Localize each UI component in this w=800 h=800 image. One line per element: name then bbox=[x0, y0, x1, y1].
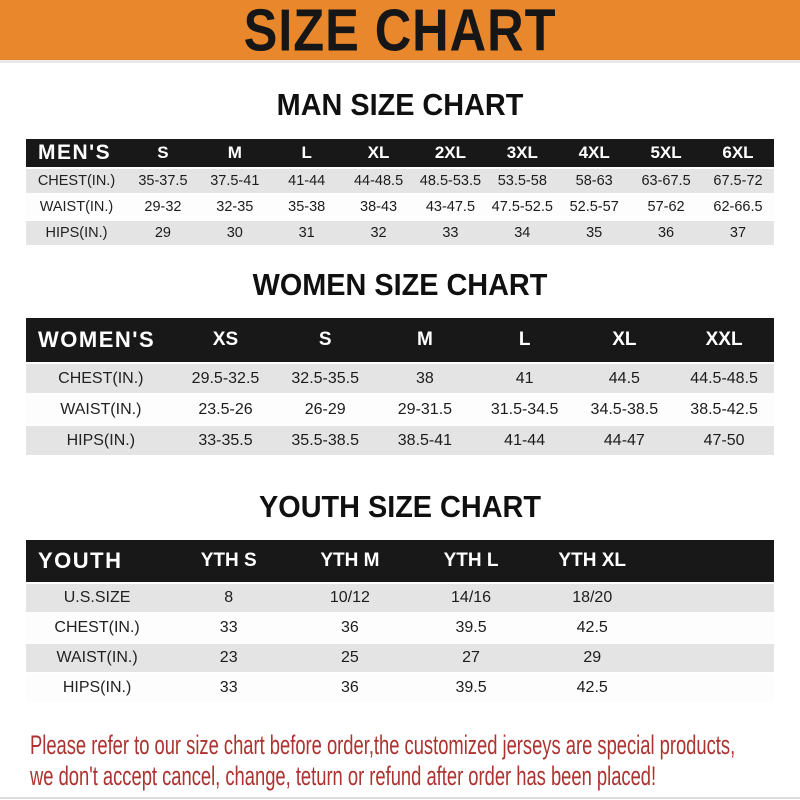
table-row bbox=[26, 644, 774, 672]
column-header-cell: XL bbox=[575, 318, 675, 362]
size-chart-section bbox=[0, 267, 800, 457]
table-row bbox=[26, 169, 774, 193]
column-header-cell: 2XL bbox=[414, 139, 486, 167]
value-cell: 34 bbox=[486, 221, 558, 245]
value-cell: 31 bbox=[271, 221, 343, 245]
column-header-cell: M bbox=[199, 139, 271, 167]
value-cell: 26-29 bbox=[275, 395, 375, 424]
value-cell: 35-37.5 bbox=[127, 169, 199, 193]
value-cell: 31.5-34.5 bbox=[475, 395, 575, 424]
table-row bbox=[26, 674, 774, 702]
size-chart-section bbox=[0, 87, 800, 247]
value-cell: 35 bbox=[558, 221, 630, 245]
column-header-cell: YTH M bbox=[289, 540, 410, 582]
value-cell: 52.5-57 bbox=[558, 195, 630, 219]
value-cell: 36 bbox=[289, 674, 410, 702]
value-cell: 36 bbox=[289, 614, 410, 642]
value-cell: 32-35 bbox=[199, 195, 271, 219]
value-cell: 44-47 bbox=[575, 426, 675, 455]
value-cell: 33 bbox=[168, 674, 289, 702]
table-header-row bbox=[26, 540, 774, 582]
value-cell: 14/16 bbox=[410, 584, 531, 612]
value-cell: 23.5-26 bbox=[176, 395, 276, 424]
size-table bbox=[26, 316, 774, 457]
table-row bbox=[26, 395, 774, 424]
value-cell: 27 bbox=[410, 644, 531, 672]
table-row bbox=[26, 364, 774, 393]
row-label-cell: HIPS(IN.) bbox=[26, 674, 168, 702]
value-cell: 38 bbox=[375, 364, 475, 393]
column-header-cell: L bbox=[271, 139, 343, 167]
table-row bbox=[26, 614, 774, 642]
table-row bbox=[26, 426, 774, 455]
row-label-cell: U.S.SIZE bbox=[26, 584, 168, 612]
value-cell: 41-44 bbox=[475, 426, 575, 455]
value-cell: 30 bbox=[199, 221, 271, 245]
value-cell: 8 bbox=[168, 584, 289, 612]
column-header-cell: 4XL bbox=[558, 139, 630, 167]
row-label-cell: HIPS(IN.) bbox=[26, 426, 176, 455]
value-cell: 38.5-42.5 bbox=[674, 395, 774, 424]
value-cell: 44-48.5 bbox=[343, 169, 415, 193]
bottom-divider bbox=[0, 797, 800, 799]
value-cell: 29 bbox=[127, 221, 199, 245]
value-cell: 44.5-48.5 bbox=[674, 364, 774, 393]
value-cell: 39.5 bbox=[410, 614, 531, 642]
table-title-cell: YOUTH bbox=[26, 540, 168, 582]
value-cell: 35-38 bbox=[271, 195, 343, 219]
section-heading: MAN SIZE CHART bbox=[276, 87, 524, 122]
value-cell: 37.5-41 bbox=[199, 169, 271, 193]
footer-line-1: Please refer to our size chart before order,the customized jerseys are special products, bbox=[30, 730, 736, 760]
column-header-cell: 6XL bbox=[702, 139, 774, 167]
value-cell: 23 bbox=[168, 644, 289, 672]
table-header-row bbox=[26, 139, 774, 167]
table-title-cell: MEN'S bbox=[26, 139, 127, 167]
footer-line-2: we don't accept cancel, change, teturn or refund after order has been placed! bbox=[30, 761, 657, 791]
value-cell: 32.5-35.5 bbox=[275, 364, 375, 393]
column-header-cell: XL bbox=[343, 139, 415, 167]
value-cell: 42.5 bbox=[532, 674, 653, 702]
value-cell: 41-44 bbox=[271, 169, 343, 193]
size-table bbox=[26, 538, 774, 704]
size-table bbox=[26, 137, 774, 247]
value-cell: 18/20 bbox=[532, 584, 653, 612]
size-chart-section bbox=[0, 489, 800, 704]
value-cell: 48.5-53.5 bbox=[414, 169, 486, 193]
row-label-cell: CHEST(IN.) bbox=[26, 169, 127, 193]
column-header-cell: S bbox=[275, 318, 375, 362]
table-row bbox=[26, 221, 774, 245]
table-title-cell: WOMEN'S bbox=[26, 318, 176, 362]
table-header-row bbox=[26, 318, 774, 362]
section-heading: YOUTH SIZE CHART bbox=[259, 489, 541, 524]
value-cell: 63-67.5 bbox=[630, 169, 702, 193]
table-row bbox=[26, 195, 774, 219]
row-label-cell: CHEST(IN.) bbox=[26, 614, 168, 642]
value-cell: 10/12 bbox=[289, 584, 410, 612]
size-chart-sections bbox=[0, 87, 800, 704]
value-cell: 29 bbox=[532, 644, 653, 672]
column-header-cell: S bbox=[127, 139, 199, 167]
column-header-cell: YTH XL bbox=[532, 540, 653, 582]
value-cell: 57-62 bbox=[630, 195, 702, 219]
row-label-cell: WAIST(IN.) bbox=[26, 395, 176, 424]
banner-title: SIZE CHART bbox=[243, 0, 557, 63]
value-cell: 29.5-32.5 bbox=[176, 364, 276, 393]
row-label-cell: WAIST(IN.) bbox=[26, 644, 168, 672]
column-header-cell: L bbox=[475, 318, 575, 362]
value-cell: 36 bbox=[630, 221, 702, 245]
value-cell: 37 bbox=[702, 221, 774, 245]
column-header-cell: YTH L bbox=[410, 540, 531, 582]
value-cell: 34.5-38.5 bbox=[575, 395, 675, 424]
row-label-cell: CHEST(IN.) bbox=[26, 364, 176, 393]
value-cell: 38-43 bbox=[343, 195, 415, 219]
row-label-cell: WAIST(IN.) bbox=[26, 195, 127, 219]
value-cell: 25 bbox=[289, 644, 410, 672]
value-cell bbox=[653, 614, 774, 642]
size-chart-banner bbox=[0, 0, 800, 63]
value-cell: 67.5-72 bbox=[702, 169, 774, 193]
column-header-cell: XXL bbox=[674, 318, 774, 362]
value-cell: 38.5-41 bbox=[375, 426, 475, 455]
table-row bbox=[26, 584, 774, 612]
column-header-cell: XS bbox=[176, 318, 276, 362]
value-cell bbox=[653, 674, 774, 702]
column-header-cell: M bbox=[375, 318, 475, 362]
value-cell: 42.5 bbox=[532, 614, 653, 642]
value-cell: 47-50 bbox=[674, 426, 774, 455]
column-header-cell: 3XL bbox=[486, 139, 558, 167]
value-cell: 39.5 bbox=[410, 674, 531, 702]
value-cell: 43-47.5 bbox=[414, 195, 486, 219]
value-cell: 62-66.5 bbox=[702, 195, 774, 219]
value-cell: 44.5 bbox=[575, 364, 675, 393]
value-cell: 29-31.5 bbox=[375, 395, 475, 424]
row-label-cell: HIPS(IN.) bbox=[26, 221, 127, 245]
footer-note bbox=[30, 730, 800, 792]
value-cell: 33 bbox=[414, 221, 486, 245]
column-header-cell bbox=[653, 540, 774, 582]
value-cell: 33 bbox=[168, 614, 289, 642]
value-cell bbox=[653, 644, 774, 672]
value-cell bbox=[653, 584, 774, 612]
value-cell: 47.5-52.5 bbox=[486, 195, 558, 219]
value-cell: 32 bbox=[343, 221, 415, 245]
value-cell: 58-63 bbox=[558, 169, 630, 193]
value-cell: 41 bbox=[475, 364, 575, 393]
value-cell: 33-35.5 bbox=[176, 426, 276, 455]
value-cell: 35.5-38.5 bbox=[275, 426, 375, 455]
value-cell: 29-32 bbox=[127, 195, 199, 219]
column-header-cell: YTH S bbox=[168, 540, 289, 582]
section-heading: WOMEN SIZE CHART bbox=[252, 267, 548, 302]
value-cell: 53.5-58 bbox=[486, 169, 558, 193]
column-header-cell: 5XL bbox=[630, 139, 702, 167]
